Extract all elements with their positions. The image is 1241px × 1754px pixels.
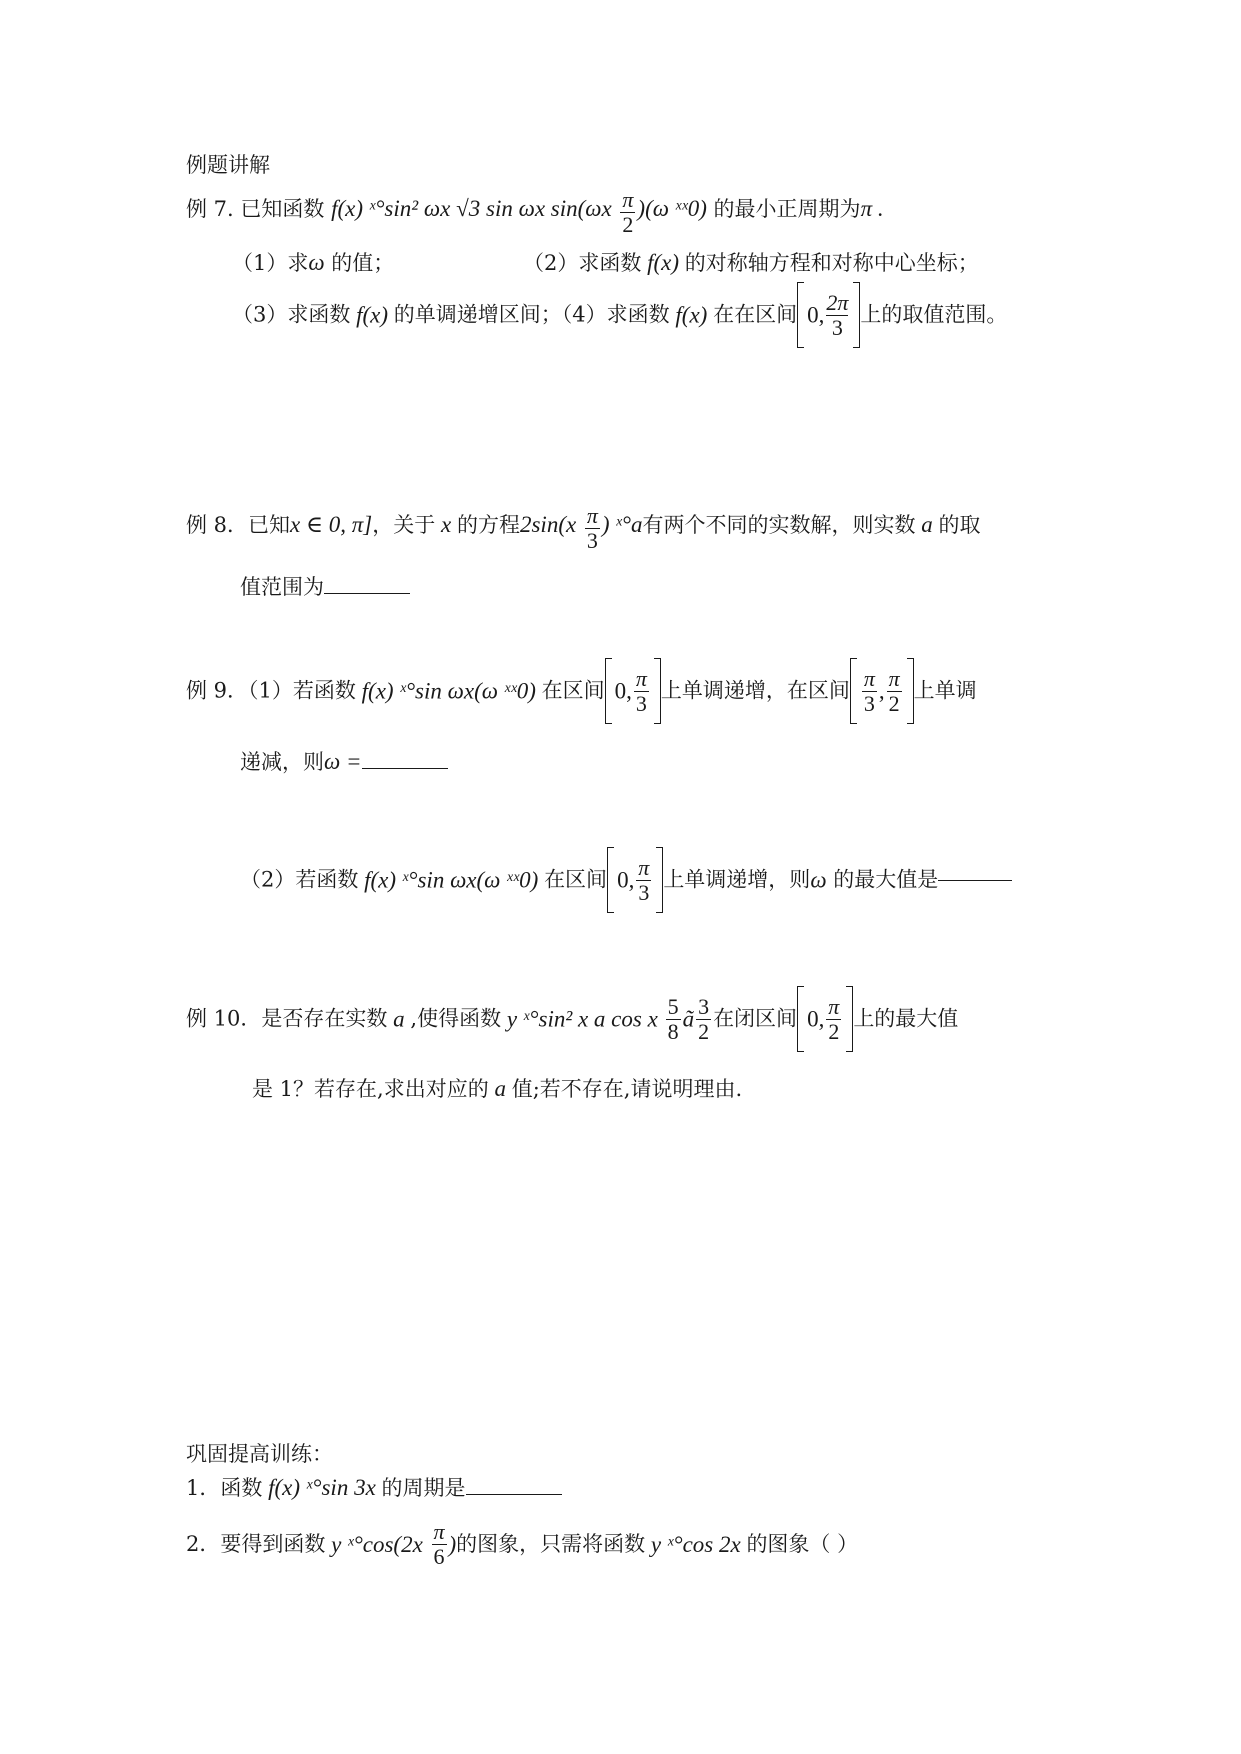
ex7-question-1: （1）求ω 的值； xyxy=(232,250,395,275)
example-9-label: 例 9． xyxy=(186,678,249,703)
ex9-fraction-pi-over-3: $\frac{\pi}{3}$ xyxy=(635,665,647,716)
example-8-label: 例 8． xyxy=(186,513,249,537)
practice-question-1: 1．函数 f(x) ˣ°sin 3x 的周期是 xyxy=(186,1476,562,1499)
example-9-part-2: （2）若函数 f(x) ˣ°sin ωx(ω ˣˣ0) 在区间 0, $\frac{\pi}{3}$ 上单调递增，则ω 的最大值是 xyxy=(240,847,1012,913)
ex7-tail-formula: )(ω ˣˣ0) xyxy=(637,196,707,221)
ex9-fraction-pi-over-2: $\frac{\pi}{2}$ xyxy=(888,665,900,716)
ex9-line-2: 递减，则ω = xyxy=(240,750,448,773)
answer-blank[interactable] xyxy=(466,1494,562,1495)
ex7-fraction-pi-over-2: $\frac{\pi}{2}$ xyxy=(622,187,634,237)
ex9-part2-fraction-pi-over-3: $\frac{\pi}{3}$ xyxy=(638,854,650,905)
ex7-text: 已知函数 xyxy=(240,197,325,221)
ex7-pi-end: π . xyxy=(860,196,884,221)
ex7-question-2: （2）求函数 f(x) 的对称轴方程和对称中心坐标； xyxy=(523,250,979,275)
example-10-label: 例 10． xyxy=(186,1006,262,1031)
example-10-statement: 例 10．是否存在实数 a ,使得函数 y ˣ°sin² x a cos x $\frac{5}{8}$ ã $\frac{3}{2}$ 在闭区间 0, $\frac{\pi}{2}$ 上的最大值 xyxy=(186,986,958,1052)
practice-question-2: 2．要得到函数 y ˣ°cos(2x $\frac{\pi}{6}$ )的图象，只需将函数 y ˣ°cos 2x 的图象（ ） xyxy=(186,1519,859,1569)
ex8-set: x ∈ 0, π] xyxy=(290,512,373,537)
example-8-statement: 例 8．已知x ∈ 0, π]，关于 x 的方程2sin(x $\frac{\pi}{3}$ ) ˣ°a有两个不同的实数解，则实数 a 的取 xyxy=(186,503,981,553)
ex8-line-2: 值范围为 xyxy=(240,577,410,598)
practice-fraction-pi-over-6: $\frac{\pi}{6}$ xyxy=(433,1519,445,1569)
practice-title: 巩固提高训练： xyxy=(186,1442,333,1466)
ex7-formula: f(x) ˣ°sin² ωx √3 sin ωx sin(ωx xyxy=(331,196,612,221)
right-bracket xyxy=(853,282,860,348)
left-bracket xyxy=(797,282,804,348)
ex7-question-3-4: （3）求函数 f(x) 的单调递增区间；（4）求函数 f(x) 在在区间 0, $\frac{2\pi}{3}$ 上的取值范围。 xyxy=(232,282,1007,348)
ex8-fraction-pi-over-3: $\frac{\pi}{3}$ xyxy=(586,503,598,553)
ex7-fraction-2pi-over-3: $\frac{2\pi}{3}$ xyxy=(826,289,849,340)
example-7-label: 例 7. xyxy=(186,197,241,221)
answer-blank[interactable] xyxy=(324,593,410,594)
section-title: 例题讲解 xyxy=(186,153,270,177)
ex9-fraction-pi-over-3-b: $\frac{\pi}{3}$ xyxy=(863,665,875,716)
answer-blank[interactable] xyxy=(362,768,448,769)
example-7-statement xyxy=(186,188,884,237)
ex7-text-b: 的最小正周期为 xyxy=(706,197,861,221)
ex10-fraction-pi-over-2: $\frac{\pi}{2}$ xyxy=(828,993,840,1044)
example-9-part-1: 例 9．（1）若函数 f(x) ˣ°sin ωx(ω ˣˣ0) 在区间 0, $\frac{\pi}{3}$ 上单调递增，在区间 $\frac{\pi}{3}$ , $\frac{\pi}{2}$ 上单调 xyxy=(186,658,977,724)
ex10-fraction-3-over-2: $\frac{3}{2}$ xyxy=(698,993,710,1044)
ex10-line-2: 是 1？若存在,求出对应的 a 值;若不存在,请说明理由. xyxy=(252,1076,743,1101)
answer-blank[interactable] xyxy=(938,880,1012,881)
ex10-fraction-5-over-8: $\frac{5}{8}$ xyxy=(667,993,679,1044)
